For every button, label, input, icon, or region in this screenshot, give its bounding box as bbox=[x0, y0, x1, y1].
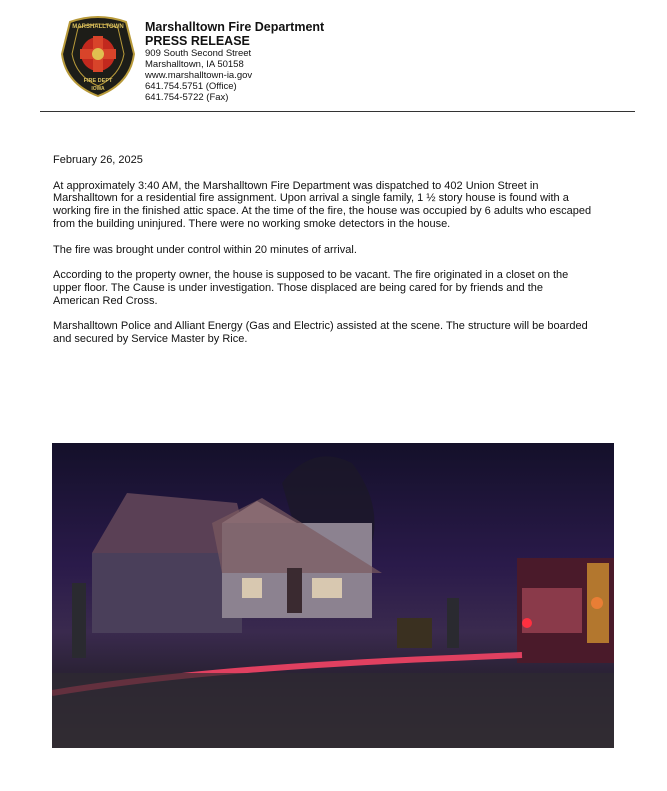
org-name: Marshalltown Fire Department bbox=[145, 20, 325, 34]
firefighter bbox=[397, 618, 432, 648]
paragraph-3 bbox=[53, 269, 623, 307]
header-divider bbox=[40, 111, 635, 112]
line: The fire was brought under control within 20 minutes of arrival. bbox=[53, 243, 357, 256]
svg-text:MARSHALLTOWN: MARSHALLTOWN bbox=[72, 24, 124, 30]
line: and secured by Service Master by Rice. bbox=[53, 333, 248, 346]
doc-type: PRESS RELEASE bbox=[145, 34, 250, 48]
paragraph-1 bbox=[53, 180, 623, 231]
line: Marshalltown for a residential fire assignment. Upon arrival a single family, 1 ½ story house is found with a bbox=[53, 192, 569, 205]
fire-truck bbox=[517, 558, 614, 663]
website: www.marshalltown-ia.gov bbox=[145, 70, 253, 81]
street bbox=[52, 673, 614, 748]
fax: 641.754-5722 (Fax) bbox=[145, 92, 229, 103]
line: American Red Cross. bbox=[53, 294, 158, 307]
release-date: February 26, 2025 bbox=[53, 154, 143, 166]
fire-scene-photo bbox=[52, 443, 614, 748]
line: Marshalltown Police and Alliant Energy (Gas and Electric) assisted at the scene. The structure will be boarded bbox=[53, 320, 588, 333]
address-line-1: 909 South Second Street bbox=[145, 48, 252, 59]
fire-department-logo bbox=[60, 14, 136, 98]
line: According to the property owner, the house is supposed to be vacant. The fire originated in a closet on the bbox=[53, 269, 569, 282]
line: working fire in the finished attic space. At the time of the fire, the house was occupied by 6 adults who escaped bbox=[53, 205, 592, 218]
svg-text:FIRE DEPT: FIRE DEPT bbox=[83, 78, 113, 84]
office-phone: 641.754.5751 (Office) bbox=[145, 81, 237, 92]
paragraph-4 bbox=[53, 320, 623, 346]
line: At approximately 3:40 AM, the Marshalltown Fire Department was dispatched to 402 Union Street in bbox=[53, 179, 539, 192]
press-release-body bbox=[53, 154, 623, 359]
svg-text:IOWA: IOWA bbox=[91, 86, 105, 92]
firefighter bbox=[72, 583, 86, 658]
firefighter bbox=[447, 598, 459, 648]
line: upper floor. The Cause is under investigation. Those displaced are being cared for by friends and the bbox=[53, 281, 544, 294]
letterhead bbox=[145, 20, 324, 103]
paragraph-2 bbox=[53, 244, 623, 257]
line: from the building uninjured. There were no working smoke detectors in the house. bbox=[53, 217, 451, 230]
address-line-2: Marshalltown, IA 50158 bbox=[145, 59, 244, 70]
